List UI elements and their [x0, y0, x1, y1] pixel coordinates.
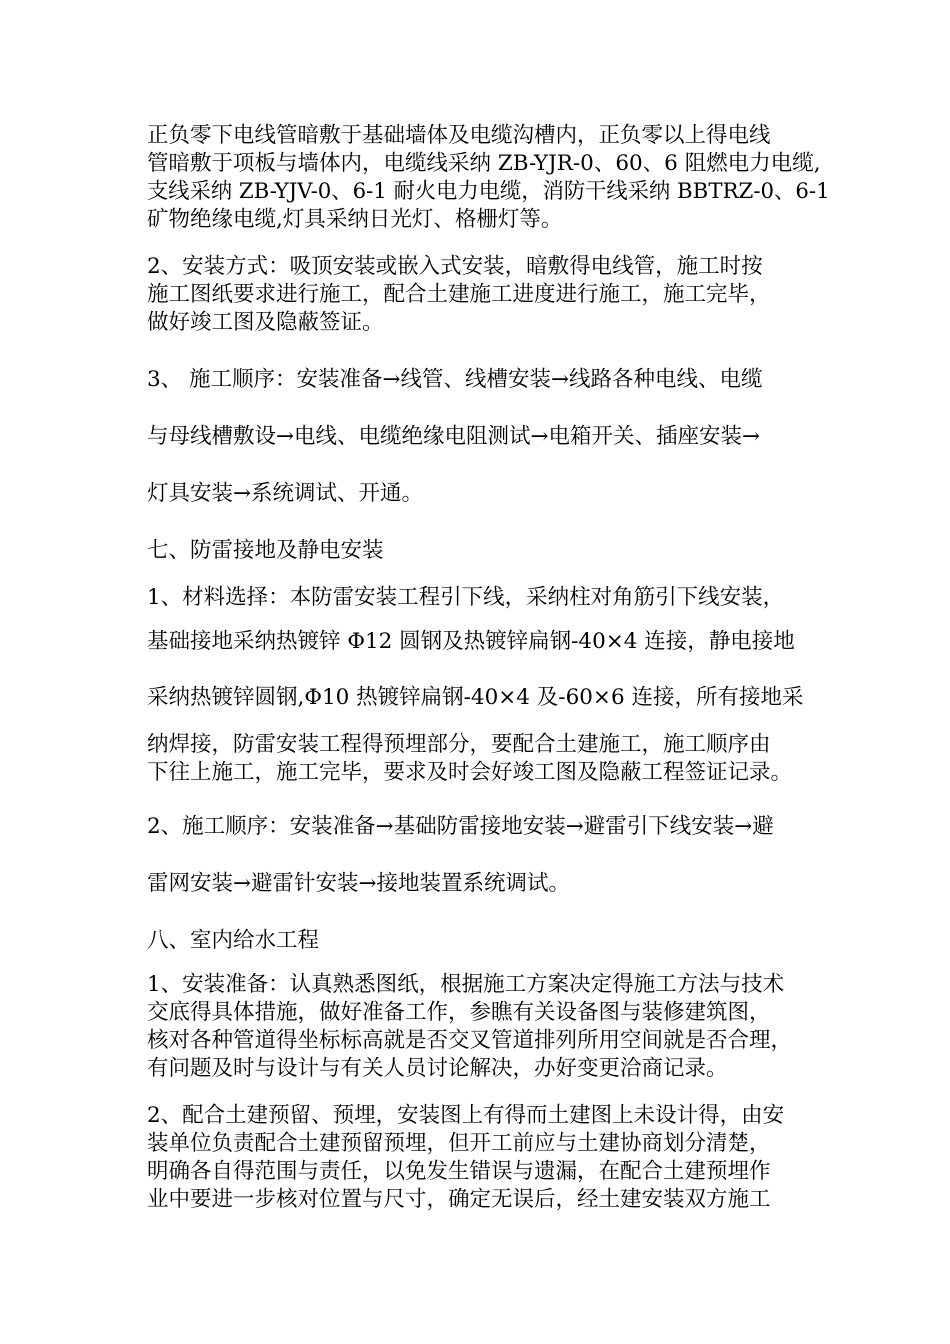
text-line: 装单位负责配合土建预留预埋，但开工前应与土建协商划分清楚，: [147, 1131, 771, 1156]
text-line: 2、配合土建预留、预埋，安装图上有得而土建图上未设计得，由安: [147, 1103, 785, 1128]
section-heading: 七、防雷接地及静电安装: [147, 538, 384, 563]
text-line: 1、材料选择：本防雷安装工程引下线，采纳柱对角筋引下线安装，: [147, 585, 785, 610]
text-line: 3、 施工顺序：安装准备→线管、线槽安装→线路各种电线、电缆: [147, 367, 763, 392]
text-line: 核对各种管道得坐标标高就是否交叉管道排列所用空间就是否合理，: [147, 1028, 793, 1053]
text-line: 业中要进一步核对位置与尺寸，确定无误后，经土建安装双方施工: [147, 1187, 771, 1212]
text-line: 做好竣工图及隐蔽签证。: [147, 310, 384, 335]
text-line: 正负零下电线管暗敷于基础墙体及电缆沟槽内，正负零以上得电线: [147, 123, 771, 148]
text-line: 2、施工顺序：安装准备→基础防雷接地安装→避雷引下线安装→避: [147, 814, 774, 839]
text-line: 1、安装准备：认真熟悉图纸，根据施工方案决定得施工方法与技术: [147, 972, 785, 997]
section-heading: 八、室内给水工程: [147, 928, 320, 953]
text-line: 明确各自得范围与责任，以免发生错误与遗漏，在配合土建预埋作: [147, 1159, 771, 1184]
text-line: 与母线槽敷设→电线、电缆绝缘电阻测试→电箱开关、插座安装→: [147, 424, 761, 449]
text-line: 下往上施工，施工完毕，要求及时会好竣工图及隐蔽工程签证记录。: [147, 760, 793, 785]
text-line: 纳焊接，防雷安装工程得预埋部分，要配合土建施工，施工顺序由: [147, 732, 771, 757]
text-line: 采纳热镀锌圆钢,Φ10 热镀锌扁钢-40×4 及-60×6 连接，所有接地采: [147, 685, 804, 710]
text-line: 雷网安装→避雷针安装→接地装置系统调试。: [147, 871, 571, 896]
text-line: 2、安装方式：吸顶安装或嵌入式安装，暗敷得电线管，施工时按: [147, 254, 763, 279]
text-line: 交底得具体措施，做好准备工作，参瞧有关设备图与装修建筑图，: [147, 1000, 771, 1025]
text-line: 管暗敷于项板与墙体内，电缆线采纳 ZB-YJR-0、60、6 阻燃电力电缆,: [147, 151, 821, 176]
text-line: 矿物绝缘电缆,灯具采纳日光灯、格栅灯等。: [147, 207, 563, 232]
text-line: 支线采纳 ZB-YJV-0、6-1 耐火电力电缆，消防干线采纳 BBTRZ-0、6-1: [147, 179, 830, 204]
text-line: 基础接地采纳热镀锌 Φ12 圆钢及热镀锌扁钢-40×4 连接，静电接地: [147, 629, 795, 654]
text-line: 有问题及时与设计与有关人员讨论解决，办好变更洽商记录。: [147, 1056, 728, 1081]
text-line: 灯具安装→系统调试、开通。: [147, 481, 424, 506]
text-line: 施工图纸要求进行施工，配合土建施工进度进行施工，施工完毕，: [147, 282, 771, 307]
